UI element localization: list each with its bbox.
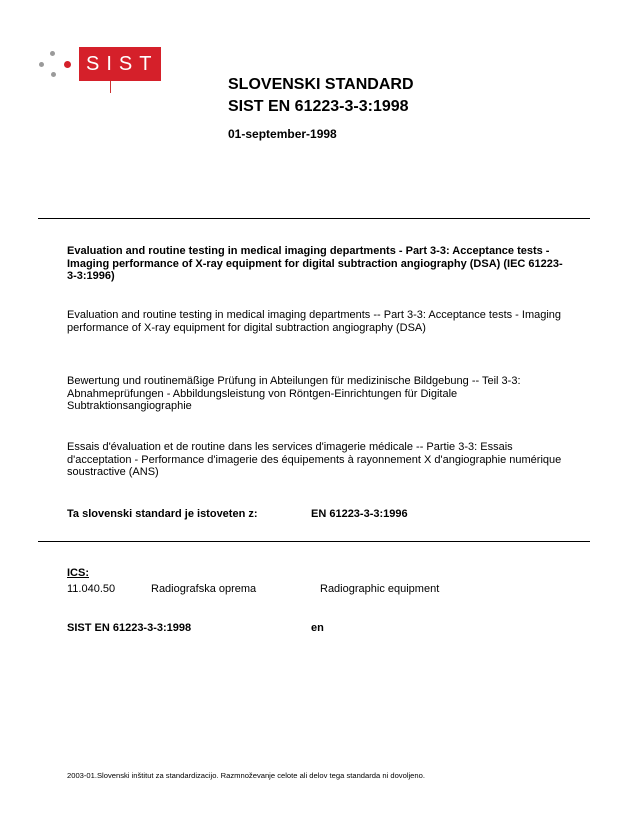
logo-divider: [110, 81, 111, 93]
logo-dot-icon: [51, 72, 56, 77]
ics-english: Radiographic equipment: [320, 583, 440, 595]
ics-slovene: Radiografska oprema: [151, 583, 257, 595]
header-standard-code: SIST EN 61223-3-3:1998: [228, 98, 409, 115]
bottom-divider: [38, 541, 590, 542]
logo-dot-icon: [50, 51, 55, 56]
header-date: 01-september-1998: [228, 127, 337, 141]
title-french: Essais d'évaluation et de routine dans les services d'imagerie médicale -- Partie 3-3: Essais d'acceptation - Performance d'imagerie des équipements à rayonnement X d'angiographie numérique soustractive (ANS): [67, 441, 562, 478]
title-slovene: Evaluation and routine testing in medical imaging departments - Part 3-3: Acceptance tests - Imaging performance of X-ray equipment for digital subtraction angiography (DSA) (IEC 61223-3-3:1996): [67, 245, 563, 282]
identity-value: EN 61223-3-3:1996: [311, 508, 408, 520]
header-line1: SLOVENSKI STANDARD: [228, 76, 414, 93]
title-english: Evaluation and routine testing in medical imaging departments -- Part 3-3: Acceptance tests - Imaging performance of X-ray equipment for digital subtraction angiography (DSA): [67, 309, 562, 334]
title-german: Bewertung und routinemäßige Prüfung in Abteilungen für medizinische Bildgebung -- Teil 3-3: Abnahmeprüfungen - Abbildungsleistung von Röntgen-Einrichtungen für Digitale Subtraktionsangiographie: [67, 375, 521, 412]
identity-label: Ta slovenski standard je istoveten z:: [67, 508, 258, 520]
logo-dot-icon: [64, 61, 71, 68]
ics-code: 11.040.50: [67, 583, 116, 595]
top-divider: [38, 218, 590, 219]
copyright-footer: 2003-01.Slovenski inštitut za standardizacijo. Razmnoževanje celote ali delov tega standarda ni dovoljeno.: [67, 771, 425, 780]
ics-label: ICS:: [67, 567, 89, 579]
logo-dot-icon: [39, 62, 44, 67]
designation-lang: en: [311, 622, 324, 634]
designation-code: SIST EN 61223-3-3:1998: [67, 622, 192, 634]
logo-text: SIST: [79, 47, 161, 81]
